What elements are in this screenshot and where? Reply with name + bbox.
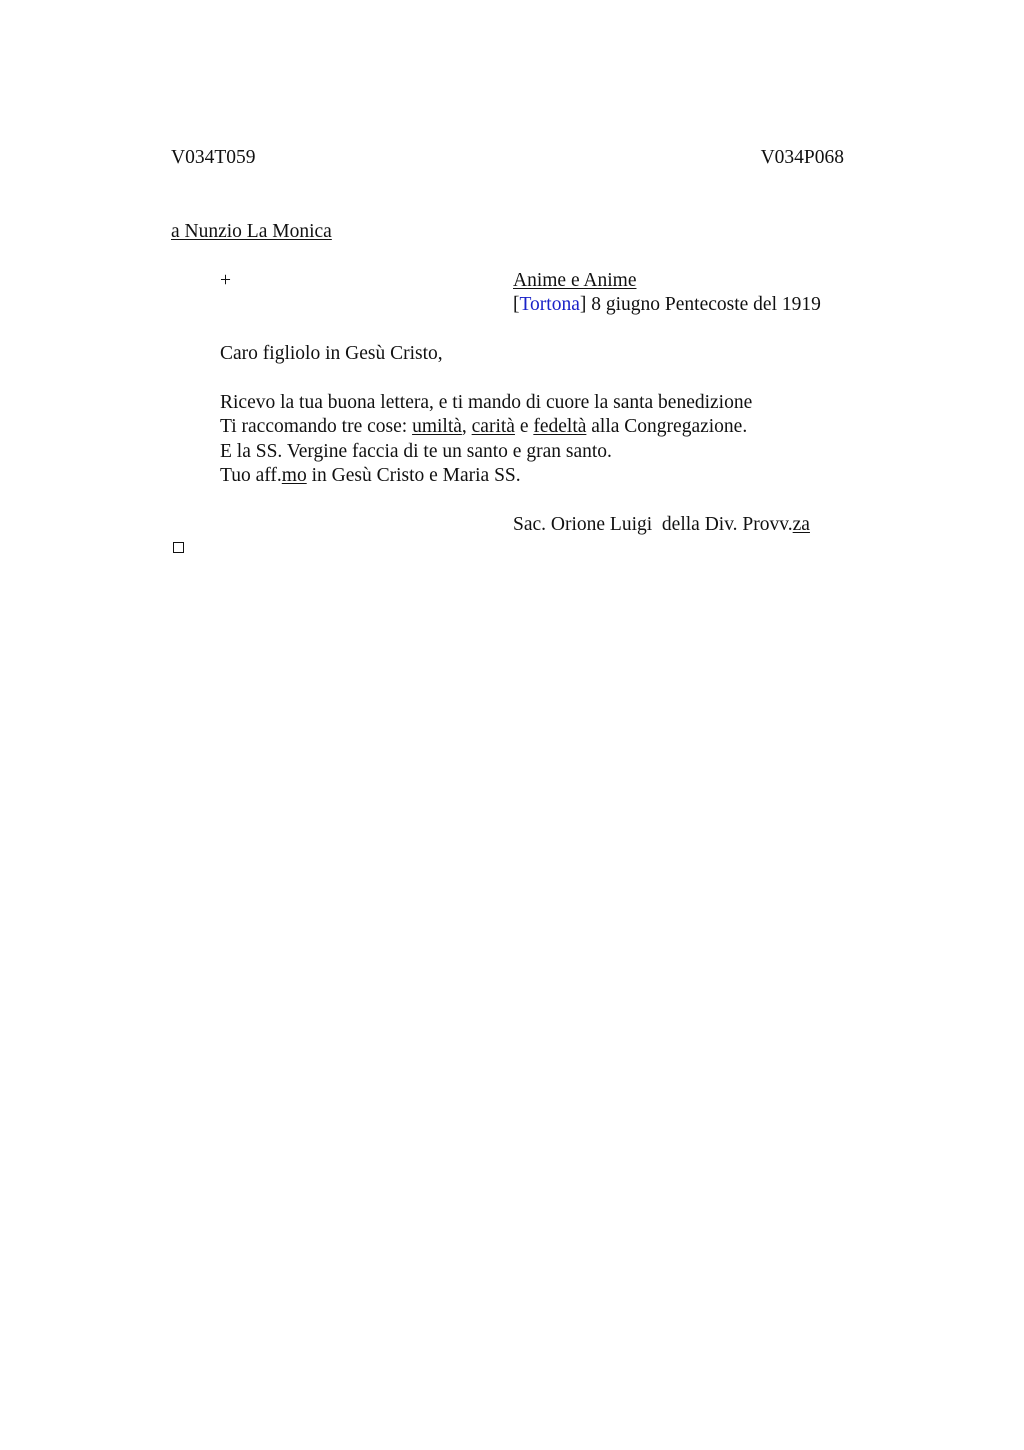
body-line-2-suffix: alla Congregazione.: [586, 416, 748, 437]
body-line-1: Ricevo la tua buona lettera, e ti mando di cuore la santa benedizione: [220, 392, 753, 413]
recipient-line: a Nunzio La Monica: [171, 221, 332, 242]
signature-text: Sac. Orione Luigi della Div. Provv.: [513, 514, 793, 535]
dateline-place: Tortona: [519, 294, 580, 315]
signature-abbrev: za: [792, 514, 810, 535]
dateline-bracket-open: [: [513, 294, 520, 315]
dateline-bracket-close: ]: [579, 294, 587, 315]
virtue-charity: carità: [471, 416, 515, 437]
document-code-left: V034T059: [171, 147, 256, 168]
body-line-2: [220, 415, 747, 439]
signature: [513, 513, 810, 537]
body-line-3: E la SS. Vergine faccia di te un santo e gran santo.: [220, 441, 612, 462]
virtue-humility: umiltà: [412, 416, 462, 437]
document-code-right: V034P068: [760, 147, 844, 168]
end-of-document-box: [173, 542, 184, 553]
body-line-2-sep2: e: [514, 416, 534, 437]
closing-abbrev: mo: [281, 465, 307, 486]
closing-prefix: Tuo aff.: [220, 465, 282, 486]
cross-mark: +: [220, 270, 231, 291]
dateline: [513, 293, 821, 317]
closing-suffix: in Gesù Cristo e Maria SS.: [306, 465, 521, 486]
salutation: Caro figliolo in Gesù Cristo,: [220, 343, 443, 364]
body-line-2-prefix: Ti raccomando tre cose:: [220, 416, 413, 437]
motto: Anime e Anime: [513, 270, 637, 291]
virtue-fidelity: fedeltà: [533, 416, 587, 437]
body-line-4: [220, 464, 521, 488]
body-line-2-sep1: ,: [461, 416, 472, 437]
dateline-date: 8 giugno Pentecoste del 1919: [586, 294, 821, 315]
